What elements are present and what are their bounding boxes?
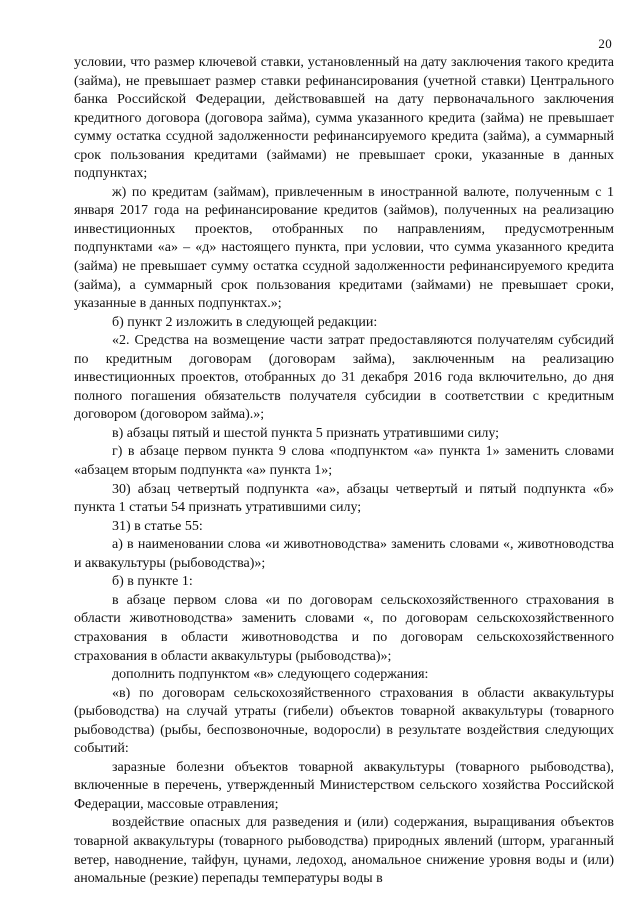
paragraph-subitem-v: «в) по договорам сельскохозяйственного страхования в области аквакультуры (рыбоводства) на случай утраты (гибели) объектов товарной аквакультуры (товарного рыбоводства) (рыбы, беспозвоночные, водоросли) в результате воздействия следующих событий: (74, 685, 614, 757)
paragraph-item-zh: ж) по кредитам (займам), привлеченным в иностранной валюте, полученным с 1 января 2017 года на рефинансирование кредитов (займов), полученных на реализацию инвестиционных проектов, отобранных по направлениям, предусмотренным подпунктами «а» – «д» настоящего пункта, при условии, что сумма указанного кредита (займа) не превышает сумму остатка ссудной задолженности рефинансируемого кредита (займа), а суммарный срок пользования кредитами (займами) не превышает сроки, указанные в данных подпунктах.»; (74, 184, 614, 312)
paragraph-natural-hazards: воздействие опасных для разведения и (или) содержания, выращивания объектов товарной аквакультуры (товарного рыбоводства) природных явлений (шторм, ураганный ветер, наводнение, тайфун, цунами, ледоход, аномальное снижение уровня воды и (или) аномальные (резкие) перепады температуры воды в (74, 815, 614, 887)
paragraph-item-30: 30) абзац четвертый подпункта «а», абзацы четвертый и пятый подпункта «б» пункта 1 статьи 54 признать утратившими силу; (74, 481, 614, 516)
document-body (74, 54, 614, 889)
paragraph-item-b: б) пункт 2 изложить в следующей редакции: (112, 314, 378, 330)
paragraph-item-b-point-1: б) в пункте 1: (112, 574, 193, 590)
paragraph-quoted-point-2: «2. Средства на возмещение части затрат предоставляются получателям субсидий по кредитным договорам (договорам займа), заключенным на реализацию инвестиционных проектов, отобранных до 31 декабря 2016 года включительно, до дня полного погашения обязательств получателя субсидии в соответствии с кредитным договором (договором займа).»; (74, 333, 614, 423)
paragraph-diseases: заразные болезни объектов товарной аквакультуры (товарного рыбоводства), включенные в перечень, утвержденный Министерством сельского хозяйства Российской Федерации, массовые отравления; (74, 759, 614, 812)
paragraph-item-v: в) абзацы пятый и шестой пункта 5 признать утратившими силу; (112, 425, 500, 441)
paragraph-item-31: 31) в статье 55: (112, 518, 203, 534)
paragraph-item-a: а) в наименовании слова «и животноводства» заменить словами «, животноводства и аквакультуры (рыбоводства)»; (74, 537, 614, 571)
page-number: 20 (598, 36, 612, 51)
paragraph-item-g: г) в абзаце первом пункта 9 слова «подпунктом «а» пункта 1» заменить словами «абзацем вторым подпункта «а» пункта 1»; (74, 444, 614, 479)
paragraph-first-abzac: в абзаце первом слова «и по договорам сельскохозяйственного страхования в области животноводства» заменить словами «, по договорам сельскохозяйственного страхования в области животноводства и по договорам сельскохозяйственного страхования в области аквакультуры (рыбоводства)»; (74, 592, 614, 664)
paragraph-add-subitem: дополнить подпунктом «в» следующего содержания: (112, 667, 429, 683)
paragraph-continuation: условии, что размер ключевой ставки, установленный на дату заключения такого кредита (займа), не превышает размер ставки рефинансирования (учетной ставки) Центрального банка Российской Федерации, действовавшей на дату первоначального заключения кредитного договора (договора займа), сумма указанного кредита (займа) не превышает сумму остатка ссудной задолженности рефинансируемого кредита (займа), а суммарный срок пользования кредитами (займами) не превышает сроки, указанные в данных подпунктах; (74, 55, 614, 182)
